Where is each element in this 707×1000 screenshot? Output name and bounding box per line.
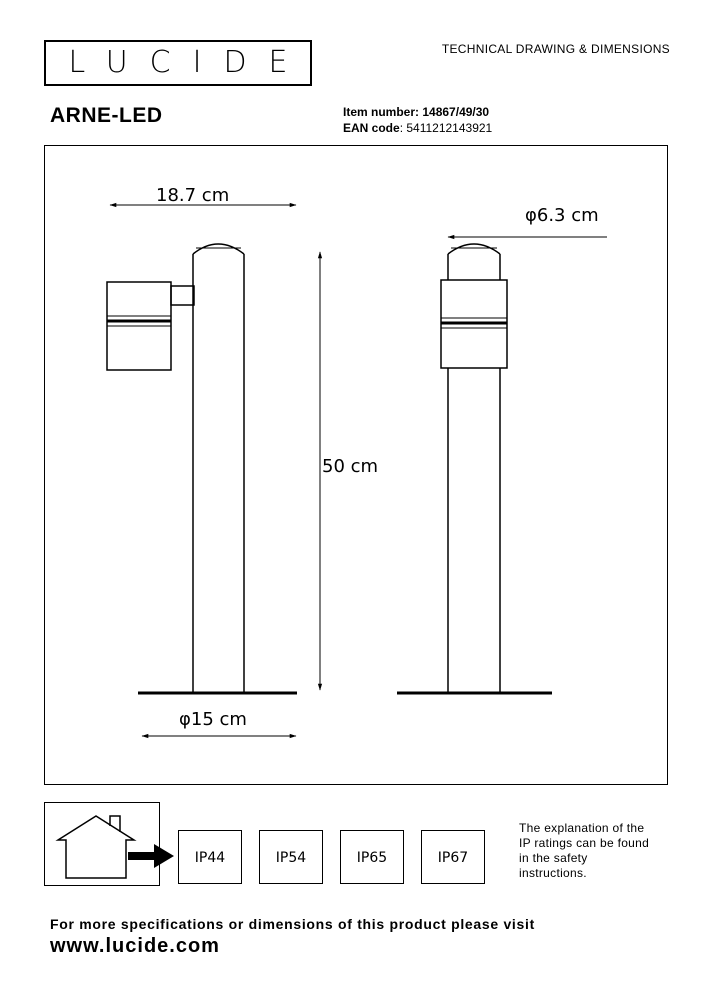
base-diameter-label: φ15 cm (179, 709, 247, 730)
ip-note (519, 821, 679, 881)
arrow-right-icon (128, 842, 180, 870)
footer-text: For more specifications or dimensions of this product please visit (50, 916, 535, 932)
ip-note-line: instructions. (519, 866, 587, 880)
ip-badge-67: IP67 (421, 830, 485, 884)
ean-row: EAN code: 5411212143921 (343, 121, 493, 135)
front-view (397, 244, 552, 693)
ean-label: EAN code (343, 121, 400, 135)
product-name: ARNE-LED (50, 104, 163, 127)
ean-value: 5411212143921 (406, 121, 493, 135)
ip-note-line: IP ratings can be found (519, 836, 650, 850)
ip-badge-44: IP44 (178, 830, 242, 884)
ip-badge-54: IP54 (259, 830, 323, 884)
item-number-label: Item number: (343, 105, 420, 119)
ip-badge-65: IP65 (340, 830, 404, 884)
width-dimension-label: 18.7 cm (156, 185, 230, 206)
diameter-dimension-label: φ6.3 cm (525, 205, 599, 226)
side-view (107, 244, 297, 693)
footer-url-link[interactable]: www.lucide.com (50, 935, 220, 957)
ip-note-line: The explanation of the (519, 821, 645, 835)
brand-logo: LUCIDE (68, 45, 310, 80)
item-number-value: 14867/49/30 (422, 105, 490, 119)
ip-note-line: in the safety (519, 851, 588, 865)
document-type: TECHNICAL DRAWING & DIMENSIONS (441, 42, 670, 56)
height-dimension-label: 50 cm (322, 456, 379, 477)
